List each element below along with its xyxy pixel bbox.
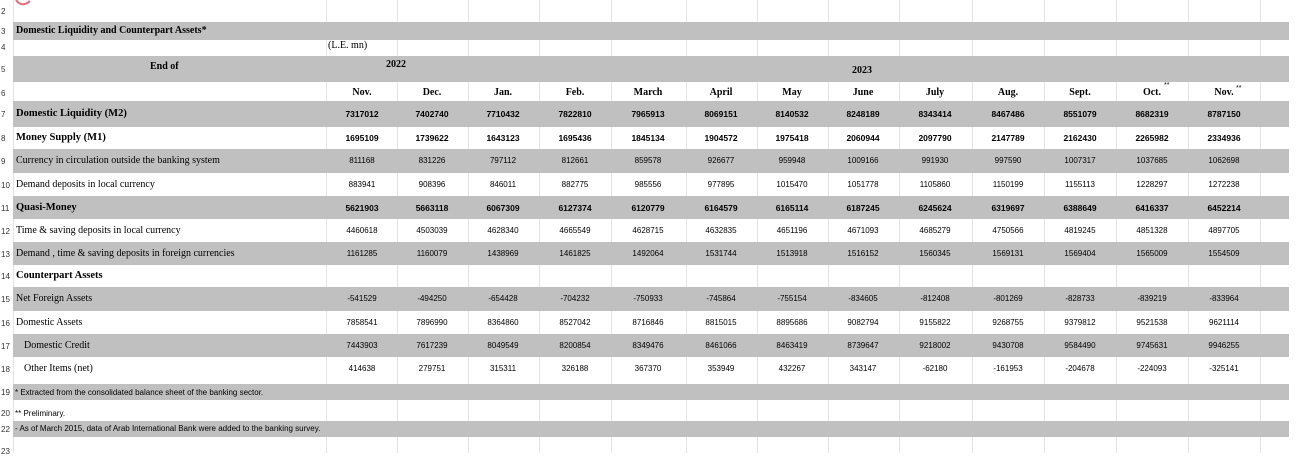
row-number[interactable]: 11	[1, 204, 10, 213]
value-cell[interactable]: -834605	[848, 294, 878, 303]
row-number[interactable]: 22	[1, 425, 10, 434]
value-cell[interactable]: 7402740	[415, 109, 449, 119]
value-cell[interactable]: 4897705	[1208, 226, 1240, 235]
value-cell[interactable]: 4665549	[559, 226, 591, 235]
value-cell[interactable]: 997590	[994, 156, 1022, 165]
value-cell[interactable]: 1845134	[631, 133, 665, 143]
row-number[interactable]: 7	[1, 110, 6, 119]
value-cell[interactable]: 6416337	[1135, 203, 1169, 213]
value-cell[interactable]: 1009166	[847, 156, 879, 165]
row-label: Demand deposits in local currency	[16, 179, 155, 190]
row-label: Other Items (net)	[24, 363, 93, 374]
value-cell[interactable]: 367370	[634, 364, 662, 373]
value-cell[interactable]: 9379812	[1064, 318, 1096, 327]
month-header: March	[633, 87, 663, 98]
title-row	[0, 22, 1303, 40]
table-row	[0, 311, 1303, 334]
value-cell[interactable]: 6319697	[991, 203, 1025, 213]
value-cell[interactable]: 4750566	[992, 226, 1024, 235]
value-cell[interactable]: 4685279	[919, 226, 951, 235]
table-row	[0, 287, 1303, 311]
value-cell[interactable]: 7317012	[345, 109, 379, 119]
year-2022-label: 2022	[386, 59, 406, 70]
value-cell[interactable]: -654428	[488, 294, 518, 303]
row-number[interactable]: 10	[1, 181, 10, 190]
row-label: Counterpart Assets	[16, 270, 103, 281]
value-cell[interactable]: 8467486	[991, 109, 1025, 119]
preliminary-mark: **	[1164, 82, 1170, 89]
sheet-row	[0, 445, 1303, 456]
row-number[interactable]: 2	[1, 7, 6, 16]
value-cell[interactable]: 7896990	[416, 318, 448, 327]
sheet-row	[0, 0, 1303, 22]
value-cell[interactable]: 9745631	[1136, 341, 1168, 350]
value-cell[interactable]: 9082794	[847, 318, 879, 327]
value-cell[interactable]: -801269	[993, 294, 1023, 303]
table-row	[0, 357, 1303, 380]
value-cell[interactable]: 8343414	[918, 109, 952, 119]
value-cell[interactable]: 7443903	[346, 341, 378, 350]
value-cell[interactable]: -704232	[560, 294, 590, 303]
value-cell[interactable]: 6120779	[631, 203, 665, 213]
table-row	[0, 334, 1303, 357]
table-row	[0, 196, 1303, 219]
table-row	[0, 101, 1303, 127]
table-row	[0, 242, 1303, 265]
value-cell[interactable]: 1051778	[847, 180, 879, 189]
value-cell[interactable]: 8716846	[632, 318, 664, 327]
value-cell[interactable]: 2265982	[1135, 133, 1169, 143]
table-row	[0, 265, 1303, 287]
value-cell[interactable]: 882775	[561, 180, 589, 189]
value-cell[interactable]: 1565009	[1136, 249, 1168, 258]
value-cell[interactable]: 7965913	[631, 109, 665, 119]
value-cell[interactable]: 2334936	[1207, 133, 1241, 143]
value-cell[interactable]: -750933	[633, 294, 663, 303]
value-cell[interactable]: -745864	[706, 294, 736, 303]
month-header: April	[709, 87, 733, 98]
value-cell[interactable]: 4851328	[1136, 226, 1168, 235]
row-number[interactable]: 15	[1, 295, 10, 304]
value-cell[interactable]: 5663118	[415, 203, 449, 213]
value-cell[interactable]: 4671093	[847, 226, 879, 235]
value-cell[interactable]: 4460618	[346, 226, 378, 235]
value-cell[interactable]: 1560345	[919, 249, 951, 258]
header-month-row	[0, 82, 1303, 101]
value-cell[interactable]: 959948	[778, 156, 806, 165]
month-header: May	[782, 87, 802, 98]
month-header: Jan.	[493, 87, 513, 98]
table-row	[0, 127, 1303, 149]
value-cell[interactable]: -494250	[417, 294, 447, 303]
value-cell[interactable]: 6245624	[918, 203, 952, 213]
value-cell[interactable]: 8364860	[487, 318, 519, 327]
footnote-extracted: * Extracted from the consolidated balance sheet of the banking sector.	[15, 388, 264, 397]
row-label: Domestic Credit	[24, 340, 90, 351]
value-cell[interactable]: 6187245	[846, 203, 880, 213]
value-cell[interactable]: 6165114	[775, 203, 809, 213]
value-cell[interactable]: -541529	[347, 294, 377, 303]
table-row	[0, 219, 1303, 242]
unit-label: (L.E. mn)	[328, 40, 368, 51]
value-cell[interactable]: 1272238	[1208, 180, 1240, 189]
value-cell[interactable]: 908396	[418, 180, 446, 189]
value-cell[interactable]: 6127374	[558, 203, 592, 213]
value-cell[interactable]: 2162430	[1063, 133, 1097, 143]
value-cell[interactable]: 315311	[489, 364, 517, 373]
value-cell[interactable]: 1739622	[415, 133, 449, 143]
value-cell[interactable]: 7617239	[416, 341, 448, 350]
table-row	[0, 149, 1303, 173]
value-cell[interactable]: 6388649	[1063, 203, 1097, 213]
value-cell[interactable]: 1569131	[992, 249, 1024, 258]
value-cell[interactable]: 8787150	[1207, 109, 1241, 119]
value-cell[interactable]: 8739647	[847, 341, 879, 350]
month-header: July	[925, 87, 945, 98]
value-cell[interactable]: 279751	[418, 364, 446, 373]
row-label: Quasi-Money	[16, 202, 77, 213]
value-cell[interactable]: -204678	[1065, 364, 1095, 373]
month-header: Sept.	[1069, 87, 1091, 98]
value-cell[interactable]: 1695436	[558, 133, 592, 143]
value-cell[interactable]: -325141	[1209, 364, 1239, 373]
value-cell[interactable]: 6164579	[704, 203, 738, 213]
value-cell[interactable]: 2097790	[918, 133, 952, 143]
value-cell[interactable]: 2060944	[846, 133, 880, 143]
value-cell[interactable]: 8682319	[1135, 109, 1169, 119]
value-cell[interactable]: 8527042	[559, 318, 591, 327]
value-cell[interactable]: 1492064	[632, 249, 664, 258]
row-label: Currency in circulation outside the banking system	[16, 155, 220, 166]
row-number[interactable]: 18	[1, 365, 10, 374]
row-label: Money Supply (M1)	[16, 132, 106, 143]
note-row	[0, 405, 1303, 421]
value-cell[interactable]: 8200854	[559, 341, 591, 350]
value-cell[interactable]: -839219	[1137, 294, 1167, 303]
value-cell[interactable]: 4628340	[487, 226, 519, 235]
value-cell[interactable]: 1438969	[487, 249, 519, 258]
value-cell[interactable]: 1569404	[1064, 249, 1096, 258]
value-cell[interactable]: 8248189	[846, 109, 880, 119]
value-cell[interactable]: 8895686	[776, 318, 808, 327]
value-cell[interactable]: 2147789	[991, 133, 1025, 143]
value-cell[interactable]: 9946255	[1208, 341, 1240, 350]
row-label: Domestic Assets	[16, 317, 83, 328]
value-cell[interactable]: 1015470	[776, 180, 808, 189]
value-cell[interactable]: 4819245	[1064, 226, 1096, 235]
value-cell[interactable]: 8815015	[705, 318, 737, 327]
header-year-row	[0, 56, 1303, 82]
month-header: Dec.	[422, 87, 442, 98]
value-cell[interactable]: 4632835	[705, 226, 737, 235]
value-cell[interactable]: 7858541	[346, 318, 378, 327]
value-cell[interactable]: 6452214	[1207, 203, 1241, 213]
value-cell[interactable]: 1105860	[919, 180, 951, 189]
month-header: Nov.	[1214, 87, 1234, 98]
month-header: June	[852, 87, 874, 98]
value-cell[interactable]: 5621903	[345, 203, 379, 213]
year-2023-label: 2023	[852, 65, 872, 76]
value-cell[interactable]: -755154	[777, 294, 807, 303]
unit-row	[0, 40, 1303, 56]
value-cell[interactable]: 4651196	[776, 226, 808, 235]
value-cell[interactable]: 1461825	[559, 249, 591, 258]
row-number[interactable]: 8	[1, 134, 6, 143]
row-number[interactable]: 23	[1, 447, 10, 456]
value-cell[interactable]: 812661	[561, 156, 589, 165]
sheet-title: Domestic Liquidity and Counterpart Assets*	[16, 25, 207, 36]
value-cell[interactable]: 4503039	[416, 226, 448, 235]
value-cell[interactable]: 1554509	[1208, 249, 1240, 258]
value-cell[interactable]: 353949	[707, 364, 735, 373]
value-cell[interactable]: 414638	[348, 364, 376, 373]
value-cell[interactable]: -161953	[993, 364, 1023, 373]
value-cell[interactable]: 4628715	[632, 226, 664, 235]
footnote-preliminary: ** Preliminary.	[15, 409, 66, 418]
month-header: Nov.	[352, 87, 372, 98]
value-cell[interactable]: 1150199	[992, 180, 1024, 189]
row-number[interactable]: 3	[1, 27, 6, 36]
value-cell[interactable]: 8049549	[487, 341, 519, 350]
row-number[interactable]: 4	[1, 43, 6, 52]
value-cell[interactable]: 859578	[634, 156, 662, 165]
value-cell[interactable]: 991930	[921, 156, 949, 165]
end-of-label: End of	[150, 61, 179, 72]
row-number[interactable]: 12	[1, 227, 10, 236]
row-number[interactable]: 9	[1, 157, 6, 166]
value-cell[interactable]: 1037685	[1136, 156, 1168, 165]
value-cell[interactable]: 8140532	[775, 109, 809, 119]
value-cell[interactable]: 9218002	[919, 341, 951, 350]
note-row	[0, 421, 1303, 437]
value-cell[interactable]: 1695109	[345, 133, 379, 143]
value-cell[interactable]: 811168	[349, 156, 375, 165]
value-cell[interactable]: 7822810	[558, 109, 592, 119]
value-cell[interactable]: 343147	[849, 364, 877, 373]
value-cell[interactable]: 8069151	[704, 109, 738, 119]
value-cell[interactable]: 797112	[489, 156, 517, 165]
row-number[interactable]: 19	[1, 388, 10, 397]
value-cell[interactable]: 8461066	[705, 341, 737, 350]
value-cell[interactable]: 977895	[707, 180, 735, 189]
value-cell[interactable]: 1161285	[346, 249, 378, 258]
value-cell[interactable]: 1062698	[1208, 156, 1240, 165]
value-cell[interactable]: 1516152	[847, 249, 879, 258]
row-number[interactable]: 14	[1, 272, 10, 281]
row-label: Demand , time & saving deposits in foreign currencies	[16, 248, 235, 259]
value-cell[interactable]: 1155113	[1065, 180, 1095, 189]
value-cell[interactable]: 1975418	[775, 133, 809, 143]
row-label: Time & saving deposits in local currency	[16, 225, 181, 236]
value-cell[interactable]: 1160079	[416, 249, 448, 258]
value-cell[interactable]: 883941	[348, 180, 376, 189]
value-cell[interactable]: 6067309	[486, 203, 520, 213]
value-cell[interactable]: 9155822	[919, 318, 951, 327]
value-cell[interactable]: 985556	[634, 180, 662, 189]
value-cell[interactable]: 9621114	[1209, 318, 1239, 327]
value-cell[interactable]: 8349476	[632, 341, 664, 350]
value-cell[interactable]: 1513918	[776, 249, 808, 258]
row-number[interactable]: 6	[1, 89, 6, 98]
value-cell[interactable]: -828733	[1065, 294, 1095, 303]
value-cell[interactable]: 8463419	[776, 341, 808, 350]
value-cell[interactable]: -833964	[1209, 294, 1239, 303]
value-cell[interactable]: 846011	[489, 180, 517, 189]
value-cell[interactable]: 7710432	[486, 109, 520, 119]
value-cell[interactable]: 1228297	[1136, 180, 1168, 189]
value-cell[interactable]: 9584490	[1064, 341, 1096, 350]
month-header: Aug.	[997, 87, 1019, 98]
month-header: Feb.	[565, 87, 585, 98]
value-cell[interactable]: 432267	[778, 364, 806, 373]
value-cell[interactable]: 9430708	[992, 341, 1024, 350]
footnote-arab-bank: - As of March 2015, data of Arab International Bank were added to the banking survey.	[15, 424, 321, 433]
value-cell[interactable]: -62180	[922, 364, 948, 373]
value-cell[interactable]: 1531744	[705, 249, 737, 258]
row-number[interactable]: 16	[1, 319, 10, 328]
value-cell[interactable]: 1643123	[486, 133, 520, 143]
value-cell[interactable]: 831226	[418, 156, 446, 165]
row-number[interactable]: 13	[1, 250, 10, 259]
value-cell[interactable]: 8551079	[1063, 109, 1097, 119]
table-row	[0, 173, 1303, 196]
note-row	[0, 384, 1303, 400]
preliminary-mark: **	[1236, 85, 1242, 92]
value-cell[interactable]: 1904572	[704, 133, 738, 143]
row-number[interactable]: 5	[1, 65, 6, 74]
row-label: Net Foreign Assets	[16, 293, 93, 304]
value-cell[interactable]: 9521538	[1136, 318, 1168, 327]
row-number[interactable]: 20	[1, 409, 10, 418]
month-header: Oct.	[1142, 87, 1162, 98]
row-label: Domestic Liquidity (M2)	[16, 108, 127, 119]
value-cell[interactable]: -224093	[1137, 364, 1167, 373]
row-number[interactable]: 17	[1, 342, 10, 351]
value-cell[interactable]: 326188	[561, 364, 589, 373]
value-cell[interactable]: -812408	[920, 294, 950, 303]
value-cell[interactable]: 926677	[707, 156, 735, 165]
value-cell[interactable]: 1007317	[1064, 156, 1096, 165]
value-cell[interactable]: 9268755	[992, 318, 1024, 327]
